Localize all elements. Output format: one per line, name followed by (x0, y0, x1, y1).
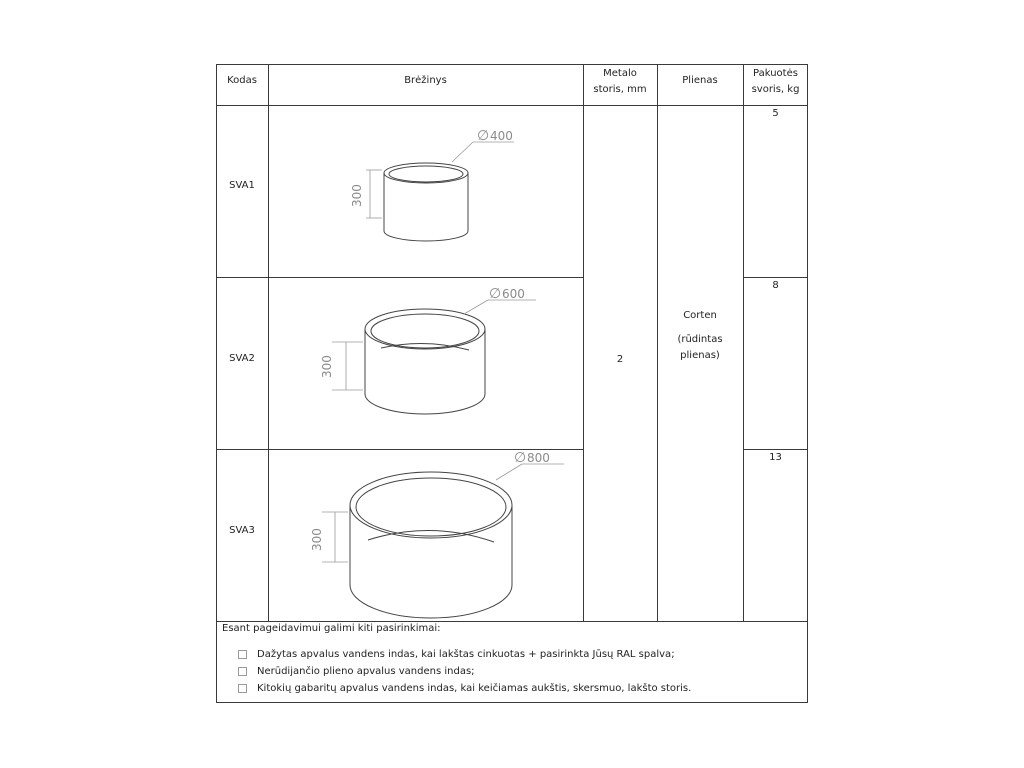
table-border-left (216, 64, 217, 703)
row-code-sva3: SVA3 (229, 525, 255, 536)
diameter-symbol-sva2: ∅ (489, 286, 502, 302)
footer-divider (216, 621, 808, 622)
diameter-symbol-sva1: ∅ (477, 128, 490, 144)
options-list (238, 646, 691, 697)
option-item (238, 646, 691, 663)
header-code: Kodas (227, 75, 257, 86)
checkbox-icon (238, 667, 247, 676)
diameter-label-sva2: 600 (502, 287, 525, 301)
options-title: Esant pageidavimui galimi kiti pasirinkimai: (222, 623, 441, 634)
thickness-value: 2 (616, 354, 624, 365)
row-code-sva2: SVA2 (229, 353, 255, 364)
height-label-sva2: 300 (320, 355, 334, 378)
header-weight-line2: svoris, kg (751, 84, 800, 95)
table-border-bottom (216, 702, 808, 703)
row-weight-sva3: 13 (769, 452, 782, 463)
drawing-sva2 (268, 278, 583, 449)
option-item (238, 663, 691, 680)
checkbox-icon (238, 684, 247, 693)
diameter-label-sva1: 400 (490, 129, 513, 143)
steel-note-line2: plienas) (680, 350, 720, 361)
drawing-sva3 (268, 450, 583, 621)
header-thickness-line2: storis, mm (593, 84, 647, 95)
col-divider-steel (743, 64, 744, 621)
diameter-symbol-sva3: ∅ (514, 450, 527, 466)
row-weight-sva2: 8 (772, 280, 779, 291)
option-label: Nerūdijančio plieno apvalus vandens indas; (257, 666, 475, 677)
row-divider-2-right (743, 449, 808, 450)
row-weight-sva1: 5 (772, 108, 779, 119)
height-label-sva1: 300 (350, 184, 364, 207)
header-drawing: Brėžinys (404, 75, 447, 86)
header-weight (743, 66, 808, 98)
height-label-sva3: 300 (310, 528, 324, 551)
product-table (216, 64, 808, 702)
drawing-sva1 (268, 106, 583, 277)
option-label: Kitokių gabaritų apvalus vandens indas, kai keičiamas aukštis, skersmuo, lakšto storis. (257, 683, 692, 694)
steel-cell (657, 308, 743, 364)
diameter-label-sva3: 800 (527, 451, 550, 465)
row-divider-1-right (743, 277, 808, 278)
steel-name: Corten (683, 310, 717, 321)
table-border-right (807, 64, 808, 703)
option-item (238, 680, 691, 697)
table-border-top (216, 64, 808, 65)
row-code-sva1: SVA1 (229, 180, 255, 191)
col-divider-drawing (583, 64, 584, 621)
option-label: Dažytas apvalus vandens indas, kai lakštas cinkuotas + pasirinkta Jūsų RAL spalva; (257, 649, 675, 660)
steel-note-line1: (rūdintas (677, 334, 723, 345)
header-thickness-line1: Metalo (603, 68, 637, 79)
header-thickness (583, 66, 657, 98)
checkbox-icon (238, 650, 247, 659)
header-steel: Plienas (682, 75, 718, 86)
header-weight-line1: Pakuotės (753, 68, 798, 79)
